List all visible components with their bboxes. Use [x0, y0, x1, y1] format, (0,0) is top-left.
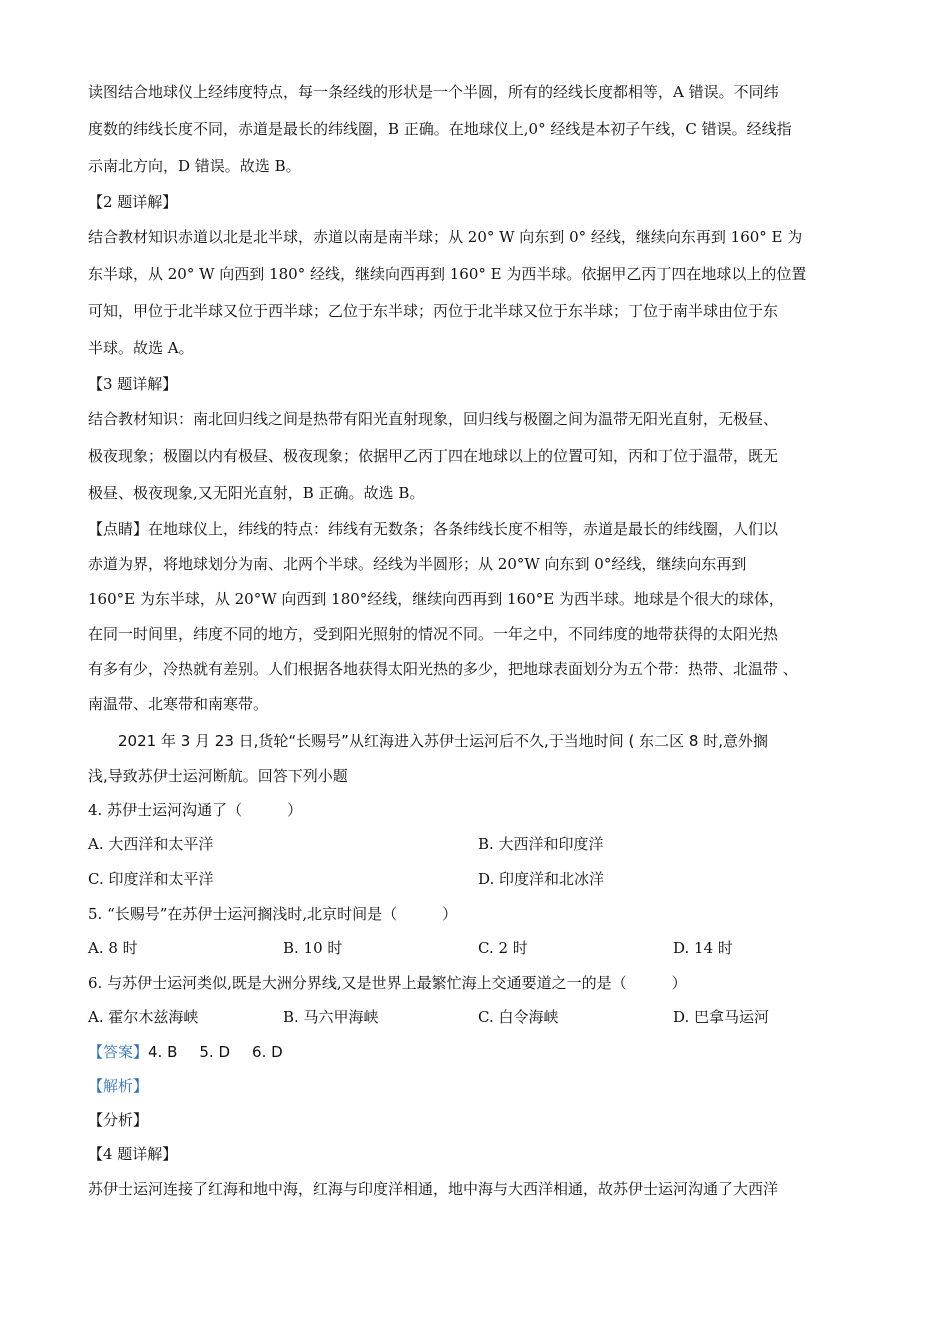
- option-c: C. 白令海峡: [478, 1008, 559, 1026]
- option-b: B. 马六甲海峡: [283, 1008, 379, 1026]
- question-5: [88, 897, 880, 966]
- text-line: 160°E 为东半球，从 20°W 向西到 180°经线，继续向西再到 160°E 为西半球。地球是个很大的球体，: [88, 590, 784, 608]
- answer-line: [88, 1035, 880, 1069]
- text-line: 赤道为界，将地球划分为南、北两个半球。经线为半圆形；从 20°W 向东到 0°经线，继续向东再到: [88, 555, 747, 573]
- option-row: [88, 862, 880, 897]
- question-stem: 5. “长赐号”在苏伊士运河搁浅时,北京时间是（ ）: [88, 905, 458, 923]
- tip-section: [88, 512, 880, 722]
- question-stem: 4. 苏伊士运河沟通了（ ）: [88, 801, 303, 819]
- text-line: 2021 年 3 月 23 日,货轮“长赐号”从红海进入苏伊士运河后不久,于当地时间 ( 东二区 8 时,意外搁: [118, 732, 768, 750]
- text-line: 极夜现象；极圈以内有极昼、极夜现象；依据甲乙丙丁四在地球以上的位置可知，丙和丁位于温带，既无: [88, 447, 779, 465]
- analysis-label: 【解析】: [88, 1077, 149, 1095]
- option-d: D. 印度洋和北冰洋: [478, 870, 605, 888]
- option-a: A. 大西洋和太平洋: [88, 835, 214, 853]
- option-c: C. 2 时: [478, 939, 528, 957]
- option-row: [88, 827, 880, 862]
- question-intro: [88, 724, 880, 793]
- text-line: 结合教材知识赤道以北是北半球，赤道以南是南半球；从 20° W 向东到 0° 经线，继续向东再到 160° E 为: [88, 228, 803, 246]
- question-4: [88, 793, 880, 897]
- option-b: B. 大西洋和印度洋: [478, 835, 604, 853]
- text-line: 东半球，从 20° W 向西到 180° 经线，继续向西再到 160° E 为西半球。依据甲乙丙丁四在地球以上的位置: [88, 265, 807, 283]
- option-d: D. 巴拿马运河: [673, 1008, 770, 1026]
- q1-detail: [88, 74, 880, 185]
- q3-detail: [88, 401, 880, 512]
- text-line: 浅,导致苏伊士运河断航。回答下列小题: [88, 767, 348, 785]
- option-b: B. 10 时: [283, 939, 343, 957]
- text-line: 【点睛】在地球仪上，纬线的特点：纬线有无数条；各条纬线长度不相等，赤道是最长的纬线圈，人们以: [88, 520, 779, 538]
- text-line: 有多有少，冷热就有差别。人们根据各地获得太阳光热的多少，把地球表面划分为五个带：热带、北温带 、: [88, 660, 798, 678]
- option-d: D. 14 时: [673, 939, 733, 957]
- text-line: 半球。故选 A。: [88, 339, 194, 357]
- q4-heading: 【4 题详解】: [88, 1145, 178, 1163]
- text-line: 极昼、极夜现象,又无阳光直射，B 正确。故选 B。: [88, 484, 425, 502]
- option-c: C. 印度洋和太平洋: [88, 870, 214, 888]
- q3-heading: 【3 题详解】: [88, 375, 178, 393]
- option-a: A. 8 时: [88, 939, 138, 957]
- question-6: [88, 966, 880, 1035]
- text-line: 结合教材知识：南北回归线之间是热带有阳光直射现象，回归线与极圈之间为温带无阳光直射，无极昼、: [88, 410, 779, 428]
- option-row: [88, 931, 880, 966]
- text-line: 在同一时间里，纬度不同的地方，受到阳光照射的情况不同。一年之中，不同纬度的地带获得的太阳光热: [88, 625, 779, 643]
- option-a: A. 霍尔木兹海峡: [88, 1008, 199, 1026]
- option-row: [88, 1000, 880, 1035]
- q2-detail: [88, 219, 880, 367]
- text-line: 读图结合地球仪上经纬度特点，每一条经线的形状是一个半圆，所有的经线长度都相等，A 错误。不同纬: [88, 83, 779, 101]
- answer-label: 【答案】: [88, 1043, 149, 1061]
- text-line: 度数的纬线长度不同，赤道是最长的纬线圈，B 正确。在地球仪上,0° 经线是本初子午线，C 错误。经线指: [88, 120, 792, 138]
- answer-item: 5. D: [199, 1043, 231, 1061]
- text-line: 可知，甲位于北半球又位于西半球；乙位于东半球；丙位于北半球又位于东半球；丁位于南半球由位于东: [88, 302, 779, 320]
- answer-item: 4. B: [148, 1043, 178, 1061]
- q4-detail: [88, 1171, 880, 1208]
- text-line: 南温带、北寒带和南寒带。: [88, 695, 269, 713]
- text-line: 示南北方向，D 错误。故选 B。: [88, 157, 301, 175]
- q2-heading: 【2 题详解】: [88, 193, 178, 211]
- analysis-heading: 【分析】: [88, 1111, 149, 1129]
- answer-item: 6. D: [252, 1043, 283, 1061]
- text-line: 苏伊士运河连接了红海和地中海，红海与印度洋相通，地中海与大西洋相通，故苏伊士运河沟通了大西洋: [88, 1180, 779, 1198]
- question-stem: 6. 与苏伊士运河类似,既是大洲分界线,又是世界上最繁忙海上交通要道之一的是（ ）: [88, 974, 687, 992]
